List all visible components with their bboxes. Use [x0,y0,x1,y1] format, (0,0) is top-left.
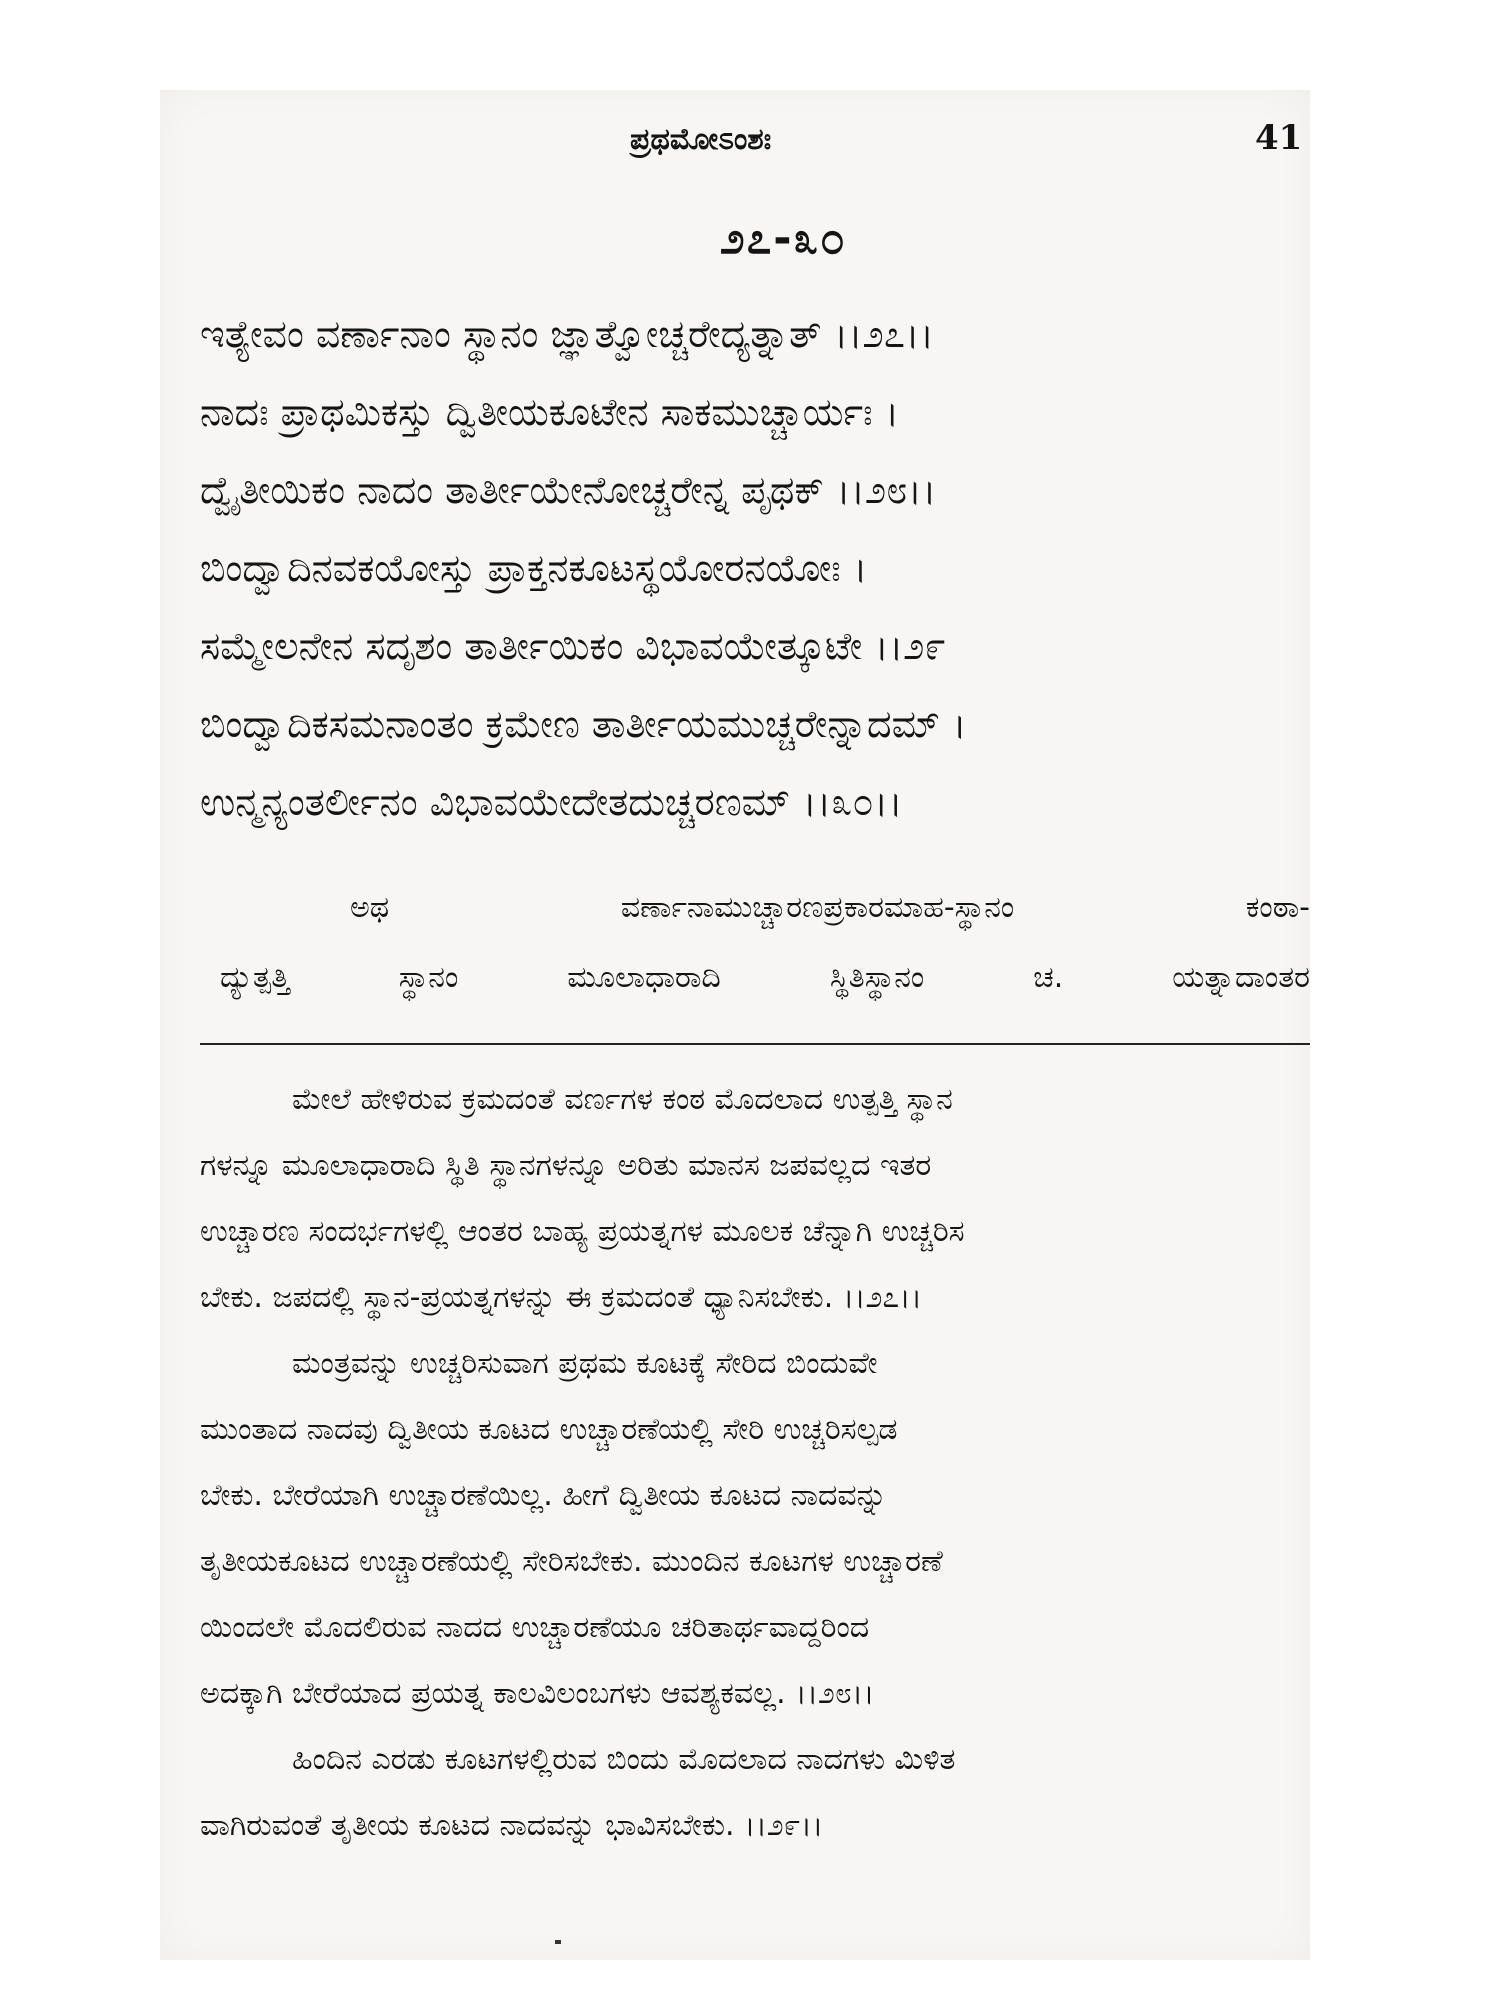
verse-line: ಸಮ್ಮೇಲನೇನ ಸದೃಶಂ ತಾರ್ತೀಯಿಕಂ ವಿಭಾವಯೇತ್ಕೂಟೇ ।।೨೯ [200,624,946,668]
translation-line: ಮಂತ್ರವನ್ನು ಉಚ್ಚರಿಸುವಾಗ ಪ್ರಥಮ ಕೂಟಕ್ಕೆ ಸೇರಿದ ಬಿಂದುವೇ [292,1346,878,1381]
translation-line: ಅದಕ್ಕಾಗಿ ಬೇರೆಯಾದ ಪ್ರಯತ್ನ ಕಾಲವಿಲಂಬಗಳು ಆವಶ್ಯಕವಲ್ಲ. ।।೨೮।। [200,1676,875,1711]
commentary-word: ಸ್ಥಿತಿಸ್ಥಾನಂ [829,960,925,995]
commentary-word: ಅಥ [350,890,390,925]
sanskrit-commentary [200,890,1310,1030]
verse-line: ಬಿಂದ್ವಾದಿಕಸಮನಾಂತಂ ಕ್ರಮೇಣ ತಾರ್ತೀಯಮುಚ್ಚರೇನ್ನಾದಮ್ । [200,702,967,746]
translation-line: ಮೇಲೆ ಹೇಳಿರುವ ಕ್ರಮದಂತೆ ವರ್ಣಗಳ ಕಂಠ ಮೊದಲಾದ ಉತ್ಪತ್ತಿ ಸ್ಥಾನ [292,1082,953,1117]
kannada-translation [200,1082,1310,1874]
commentary-word: ಕಂಠಾ- [1245,890,1310,925]
verse-line: ಉನ್ಮನ್ಯಂತರ್ಲೀನಂ ವಿಭಾವಯೇದೇತದುಚ್ಚರಣಮ್ ।।೩೦।। [200,780,903,824]
translation-line: ಹಿಂದಿನ ಎರಡು ಕೂಟಗಳಲ್ಲಿರುವ ಬಿಂದು ಮೊದಲಾದ ನಾದಗಳು ಮಿಳಿತ [292,1742,956,1777]
running-head: ಪ್ರಥಮೋಽಂಶಃ [630,122,772,157]
translation-line: ಉಚ್ಚಾರಣ ಸಂದರ್ಭಗಳಲ್ಲಿ ಆಂತರ ಬಾಹ್ಯ ಪ್ರಯತ್ನಗಳ ಮೂಲಕ ಚೆನ್ನಾಗಿ ಉಚ್ಚರಿಸ [200,1214,965,1249]
translation-line: ತೃತೀಯಕೂಟದ ಉಚ್ಚಾರಣೆಯಲ್ಲಿ ಸೇರಿಸಬೇಕು. ಮುಂದಿನ ಕೂಟಗಳ ಉಚ್ಚಾರಣೆ [200,1544,943,1579]
sanskrit-verses [200,312,1310,861]
verse-range-heading: ೨೭-೩೦ [720,213,847,264]
commentary-word: ಸ್ಥಾನಂ [398,960,459,995]
commentary-word: ಚ. [1033,960,1064,995]
commentary-word: ವರ್ಣಾನಾಮುಚ್ಚಾರಣಪ್ರಕಾರಮಾಹ-ಸ್ಥಾನಂ [620,890,1015,925]
verse-line: ದ್ವೈತೀಯಿಕಂ ನಾದಂ ತಾರ್ತೀಯೇನೋಚ್ಚರೇನ್ನ ಪೃಥಕ್ ।।೨೮।। [200,468,937,512]
translation-line: ವಾಗಿರುವಂತೆ ತೃತೀಯ ಕೂಟದ ನಾದವನ್ನು ಭಾವಿಸಬೇಕು. ।।೨೯।। [200,1808,824,1843]
translation-line: ಬೇಕು. ಬೇರೆಯಾಗಿ ಉಚ್ಚಾರಣೆಯಿಲ್ಲ. ಹೀಗೆ ದ್ವಿತೀಯ ಕೂಟದ ನಾದವನ್ನು [200,1478,887,1513]
translation-line: ಗಳನ್ನೂ ಮೂಲಾಧಾರಾದಿ ಸ್ಥಿತಿ ಸ್ಥಾನಗಳನ್ನೂ ಅರಿತು ಮಾನಸ ಜಪವಲ್ಲದ ಇತರ [200,1148,932,1183]
print-mark [555,1940,561,1944]
commentary-line [200,890,1310,926]
verse-line: ಬಿಂದ್ವಾದಿನವಕಯೋಸ್ತು ಪ್ರಾಕ್ತನಕೂಟಸ್ಥಯೋರನಯೋಃ । [200,546,868,590]
verse-line: ಇತ್ಯೇವಂ ವರ್ಣಾನಾಂ ಸ್ಥಾನಂ ಜ್ಞಾತ್ವೋಚ್ಚರೇದ್ಯತ್ನಾತ್ ।।೨೭।। [200,312,934,356]
commentary-line [200,960,1310,996]
commentary-word: ಯತ್ನಾದಾಂತರ [1172,960,1310,995]
commentary-word: ದ್ಯುತ್ಪತ್ತಿ [220,960,290,995]
translation-line: ಮುಂತಾದ ನಾದವು ದ್ವಿತೀಯ ಕೂಟದ ಉಚ್ಚಾರಣೆಯಲ್ಲಿ ಸೇರಿ ಉಚ್ಚರಿಸಲ್ಪಡ [200,1412,898,1447]
translation-line: ಯಿಂದಲೇ ಮೊದಲಿರುವ ನಾದದ ಉಚ್ಚಾರಣೆಯೂ ಚರಿತಾರ್ಥವಾದ್ದರಿಂದ [200,1610,870,1645]
commentary-word: ಮೂಲಾಧಾರಾದಿ [567,960,721,995]
translation-line: ಬೇಕು. ಜಪದಲ್ಲಿ ಸ್ಥಾನ-ಪ್ರಯತ್ನಗಳನ್ನು ಈ ಕ್ರಮದಂತೆ ಧ್ಯಾನಿಸಬೇಕು. ।।೨೭।। [200,1280,922,1315]
section-divider [200,1043,1310,1045]
verse-line: ನಾದಃ ಪ್ರಾಥಮಿಕಸ್ತು ದ್ವಿತೀಯಕೂಟೇನ ಸಾಕಮುಚ್ಚಾರ್ಯಃ । [200,390,900,434]
page-number: 41 [1255,118,1303,158]
